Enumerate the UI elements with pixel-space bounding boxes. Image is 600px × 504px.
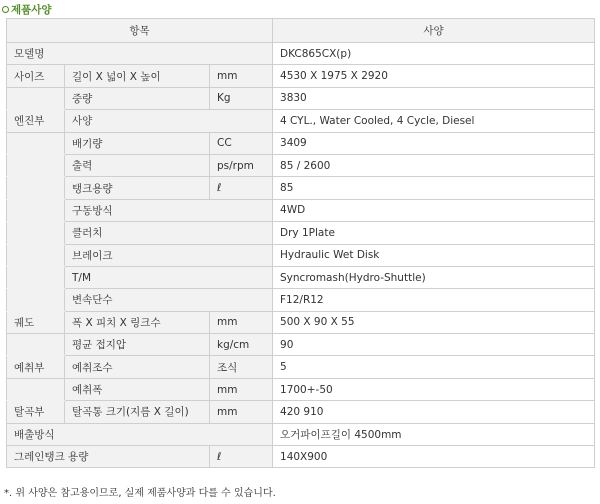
table-row: [7, 266, 595, 288]
table-row: [7, 43, 595, 65]
row-unit: ℓ: [210, 177, 273, 199]
row-unit: CC: [210, 132, 273, 154]
table-row: [7, 311, 595, 333]
circle-bullet-icon: [2, 6, 9, 13]
category-label: 궤도: [7, 311, 65, 333]
row-label: 탱크용량: [65, 177, 210, 199]
row-value: Dry 1Plate: [273, 222, 595, 244]
row-label: 배기량: [65, 132, 210, 154]
table-row: [7, 177, 595, 199]
row-label: 탈곡통 크기(지름 X 길이): [65, 401, 210, 423]
row-label: 그레인탱크 용량: [7, 446, 210, 468]
table-row: [7, 222, 595, 244]
row-unit: ℓ: [210, 446, 273, 468]
row-value: 4WD: [273, 199, 595, 221]
row-value: Hydraulic Wet Disk: [273, 244, 595, 266]
table-row: [7, 356, 595, 378]
category-label: 예취부: [7, 356, 65, 378]
category-blank: [7, 378, 65, 400]
row-label: 예취폭: [65, 378, 210, 400]
row-label: 구동방식: [65, 199, 273, 221]
table-header-row: [7, 19, 595, 43]
row-unit: mm: [210, 311, 273, 333]
footnote: *. 위 사양은 참고용이므로, 실제 제품사양과 다를 수 있습니다.: [4, 488, 276, 499]
header-spec: 사양: [273, 19, 595, 43]
spec-table: [6, 18, 595, 468]
table-row: [7, 244, 595, 266]
table-row: [7, 378, 595, 400]
row-value: 1700+-50: [273, 378, 595, 400]
row-value: DKC865CX(p): [273, 43, 595, 65]
row-value: 85: [273, 177, 595, 199]
row-label: 변속단수: [65, 289, 273, 311]
row-value: 140X900: [273, 446, 595, 468]
row-label: 출력: [65, 154, 210, 176]
category-blank: [7, 334, 65, 356]
row-unit: Kg: [210, 87, 273, 109]
table-row: [7, 334, 595, 356]
category-label: 사이즈: [7, 65, 65, 87]
table-row: [7, 110, 595, 132]
table-row: [7, 401, 595, 423]
category-blank: [7, 87, 65, 109]
row-label: 브레이크: [65, 244, 273, 266]
row-value: 4530 X 1975 X 2920: [273, 65, 595, 87]
table-row: [7, 87, 595, 109]
row-unit: mm: [210, 378, 273, 400]
category-label: 엔진부: [7, 110, 65, 132]
table-row: [7, 132, 595, 154]
row-value: 4 CYL., Water Cooled, 4 Cycle, Diesel: [273, 110, 595, 132]
row-value: 85 / 2600: [273, 154, 595, 176]
row-unit: kg/cm: [210, 334, 273, 356]
header-item: 항목: [7, 19, 273, 43]
row-label: 폭 X 피치 X 링크수: [65, 311, 210, 333]
category-blank: [7, 132, 65, 154]
row-value: 3830: [273, 87, 595, 109]
category-blank: [7, 222, 65, 244]
category-blank: [7, 289, 65, 311]
category-blank: [7, 266, 65, 288]
table-row: [7, 423, 595, 445]
row-label: 클러치: [65, 222, 273, 244]
row-label: 모델명: [7, 43, 273, 65]
row-unit: mm: [210, 65, 273, 87]
row-unit: ps/rpm: [210, 154, 273, 176]
section-title-text: 제품사양: [11, 4, 52, 16]
row-label: 예취조수: [65, 356, 210, 378]
row-value: 3409: [273, 132, 595, 154]
row-label: 중량: [65, 87, 210, 109]
row-label: T/M: [65, 266, 273, 288]
table-row: [7, 154, 595, 176]
row-label: 평균 접지압: [65, 334, 210, 356]
row-value: Syncromash(Hydro-Shuttle): [273, 266, 595, 288]
row-unit: mm: [210, 401, 273, 423]
table-row: [7, 65, 595, 87]
row-value: 420 910: [273, 401, 595, 423]
row-label: 길이 X 넓이 X 높이: [65, 65, 210, 87]
table-row: [7, 446, 595, 468]
category-blank: [7, 154, 65, 176]
row-value: 5: [273, 356, 595, 378]
row-unit: 조식: [210, 356, 273, 378]
section-title: [2, 3, 52, 17]
category-blank: [7, 177, 65, 199]
row-label: 사양: [65, 110, 273, 132]
table-row: [7, 289, 595, 311]
category-blank: [7, 244, 65, 266]
row-label: 배출방식: [7, 423, 273, 445]
table-row: [7, 199, 595, 221]
row-value: 90: [273, 334, 595, 356]
row-value: 오거파이프길이 4500mm: [273, 423, 595, 445]
category-label: 탈곡부: [7, 401, 65, 423]
row-value: 500 X 90 X 55: [273, 311, 595, 333]
row-value: F12/R12: [273, 289, 595, 311]
category-blank: [7, 199, 65, 221]
